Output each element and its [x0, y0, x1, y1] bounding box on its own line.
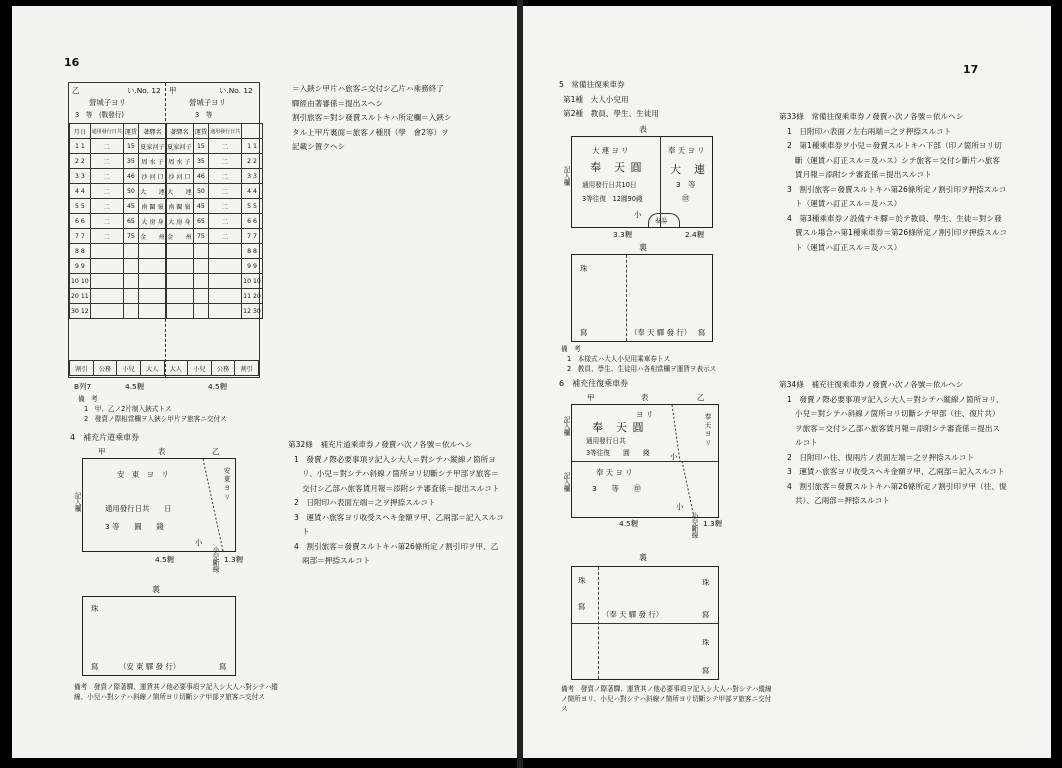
article-32-item: 1 發賣ノ際必要事項ヲ記入シ大人＝對シテハ縱線ノ箇所ヨリ、小兒＝對シテハ斜線ノ箇所ヨリ切斷シテ甲部ヲ旅客＝交付シ乙部ハ旅客賃月報＝添附シテ審査係＝提出スルコト — [294, 454, 500, 493]
t6-small1: 小 — [670, 452, 678, 461]
table-cell — [166, 244, 194, 259]
table-row — [70, 229, 167, 244]
table-cell: 7 7 — [242, 229, 263, 244]
ko-label: 甲 — [169, 86, 177, 95]
table-cell: 8 8 — [242, 244, 263, 259]
table-cell: 二 — [209, 139, 242, 154]
t4-side: 記入欄 — [73, 492, 81, 512]
table-cell — [90, 274, 123, 289]
t6-small2: 小 — [676, 502, 684, 511]
footer-cell: 小兒 — [117, 361, 141, 376]
table-row — [70, 214, 167, 229]
article-32-item: 2 日附印ハ表面左端＝之ヲ押捺スルコト — [294, 498, 436, 507]
dim-45-a: 4.5糎 — [125, 382, 145, 391]
table-cell: 金 州 — [139, 229, 167, 244]
table-cell: 3 3 — [70, 169, 91, 184]
table-cell — [123, 274, 138, 289]
table-cell: 大 連 — [166, 184, 194, 199]
table-row — [70, 139, 167, 154]
t5-valid: 通用發行日共10日 — [582, 181, 637, 189]
t6-ura: 裏 — [639, 553, 647, 562]
t5-class-right: 3 等 — [676, 180, 696, 189]
t5-back-l2: 寫 — [580, 328, 588, 337]
table-cell — [139, 289, 167, 304]
t4-small: 小 — [195, 538, 203, 547]
table-cell: 6 6 — [70, 214, 91, 229]
table-cell — [166, 274, 194, 289]
note6: 備考 發賣ノ際著驛、運賃其ノ他必要事項ヲ記入シ大人ハ對シテハ縱線ノ箇所ヨリ、小兒ハ對シテハ斜線ノ箇所ヨリ切斷シテ甲部ヲ旅客ニ交付ス — [561, 685, 772, 713]
table-cell — [209, 259, 242, 274]
table-cell: 11 20 — [242, 289, 263, 304]
t6-omote: 表 — [641, 393, 649, 402]
table-row — [166, 289, 263, 304]
t4-back-l1: 珠 — [91, 604, 99, 613]
col-date: 月日 — [70, 124, 91, 139]
col2-line: 割引旅客＝對シ發賣スルトキハ所定欄＝入鋏シ — [292, 113, 452, 122]
col-valid: 通用發行日共 — [90, 124, 123, 139]
footer-cell: 割引 — [70, 361, 94, 376]
table-row — [166, 169, 263, 184]
ko-from: 營城子ヨリ — [189, 98, 226, 107]
table-cell: 4 4 — [70, 184, 91, 199]
table-cell: 46 — [193, 169, 208, 184]
article-34-item: 3 運賃ハ旅客ヨリ收受スヘキ金額ヲ甲、乙兩部＝記入スルコト — [787, 467, 1005, 476]
table-cell — [166, 304, 194, 319]
t5-station-box — [648, 213, 680, 227]
t4-cut: 小兒斷線 — [211, 546, 219, 573]
table-cell: 1 1 — [70, 139, 91, 154]
dim-b7: B列7 — [74, 382, 92, 391]
t6-from2: 奉 天 ヨ リ — [596, 468, 633, 477]
table-cell: 35 — [123, 154, 138, 169]
table-cell: 46 — [123, 169, 138, 184]
dim-45-b: 4.5糎 — [208, 382, 228, 391]
table-cell — [209, 244, 242, 259]
table-cell: 8 8 — [70, 244, 91, 259]
note1 — [78, 394, 278, 424]
t4-from: 安 東 ヨ リ — [117, 470, 169, 479]
t6-back-issuer: （奉 天 驛 發 行） — [602, 610, 664, 619]
table-cell: 4 4 — [242, 184, 263, 199]
table-cell — [139, 244, 167, 259]
table-row — [70, 304, 167, 319]
right-page-number: 17 — [963, 63, 979, 76]
table-cell: 周 水 子 — [166, 154, 194, 169]
table-cell: 3 3 — [242, 169, 263, 184]
table-cell — [139, 274, 167, 289]
table-cell — [166, 289, 194, 304]
t4-back-l2: 寫 — [91, 662, 99, 671]
article-32-item: 3 運賃ハ旅客ヨリ收受スヘキ金額ヲ甲、乙兩部＝記入スルコト — [294, 512, 504, 536]
table-row — [166, 139, 263, 154]
ko-number: い.No. 12 — [219, 86, 253, 95]
table-cell: 6 6 — [242, 214, 263, 229]
note5 — [561, 344, 771, 374]
table-row — [70, 184, 167, 199]
table-cell: 50 — [123, 184, 138, 199]
table-cell — [193, 274, 208, 289]
ticket4-back — [82, 596, 236, 676]
left-page-number: 16 — [64, 56, 80, 69]
note1-item: 2 發賣ノ際相當欄ヲ入鋏シ甲片ヲ旅客ニ交付ス — [84, 415, 227, 423]
col2-line: 驛經由著審係＝提出スヘシ — [292, 98, 384, 108]
t6-valid: 通用發行日共 — [586, 437, 626, 445]
otsu-label: 乙 — [72, 86, 80, 95]
t5-mark: ㊞ — [682, 194, 690, 203]
table-row — [166, 154, 263, 169]
table-row — [70, 289, 167, 304]
t6-fare: 3等往復 圓 錢 — [586, 449, 650, 457]
table-cell: 35 — [193, 154, 208, 169]
t5-from-left: 大 連 ヨ リ — [592, 146, 629, 155]
table-cell — [193, 259, 208, 274]
table-cell: 二 — [90, 139, 123, 154]
article-32-title: 第32條 補充片道乘車券ノ發賣ハ次ノ各號＝依ルヘシ — [288, 440, 473, 449]
table-cell: 10 10 — [242, 274, 263, 289]
table-cell: 二 — [90, 229, 123, 244]
table-cell: 2 2 — [70, 154, 91, 169]
t5-dest-left: 奉 天 圓 — [590, 161, 643, 174]
table-row — [70, 259, 167, 274]
table-cell: 二 — [209, 229, 242, 244]
t6-dim1: 4.5糎 — [619, 519, 639, 528]
table-cell: 20 11 — [70, 289, 91, 304]
article-33 — [773, 110, 1007, 255]
t4-back-r: 寫 — [219, 662, 227, 671]
t6-back-l1: 珠 — [578, 576, 586, 585]
table-row — [166, 229, 263, 244]
footer-cell: 大人 — [140, 361, 164, 376]
ticket5-back — [571, 254, 713, 342]
kind2: 第2種 教員、學生、生徒用 — [563, 109, 659, 118]
t5-fare: 3等往復 12圓90錢 — [582, 195, 643, 203]
article-33-item: 1 日附印ハ表面ノ左右兩端＝之ヲ押捺スルコト — [787, 126, 952, 136]
note5-item: 2 教員、學生、生徒用ハ各相當欄ヲ運賃ヲ表示ス — [567, 365, 717, 373]
t6-back-r2: 寫 — [702, 610, 710, 619]
t4-ura: 裏 — [152, 585, 160, 594]
footer-cell: 公務 — [211, 361, 235, 376]
table-cell: 大 房 身 — [139, 214, 167, 229]
t6-back-l2: 寫 — [578, 602, 586, 611]
t6-back-r4: 寫 — [702, 666, 710, 675]
table-cell: 15 — [193, 139, 208, 154]
kind1: 第1種 大人小兒用 — [563, 94, 629, 104]
table-row — [70, 244, 167, 259]
t4-back-issuer: （安 東 驛 發 行） — [119, 662, 181, 671]
article-34-title: 第34條 補充往復乘車券ノ發賣ハ次ノ各號＝依ルヘシ — [779, 380, 964, 389]
table-cell: 75 — [123, 229, 138, 244]
table-cell — [209, 304, 242, 319]
table-cell: 75 — [193, 229, 208, 244]
t6-dim2: 1.3糎 — [703, 519, 723, 528]
t5-back-l1: 珠 — [580, 264, 588, 273]
table-cell: 65 — [193, 214, 208, 229]
table-cell — [90, 259, 123, 274]
table-cell: 9 9 — [70, 259, 91, 274]
col-date-ko — [242, 124, 263, 139]
t6-ko: 甲 — [587, 393, 595, 402]
article-33-title: 第33條 常備往復乘車券ノ發賣ハ次ノ各號＝依ルヘシ — [779, 112, 964, 121]
table-cell: 15 — [123, 139, 138, 154]
t4-dim1: 4.5糎 — [155, 555, 175, 564]
t4-otsu: 乙 — [212, 447, 220, 456]
t5-omote: 表 — [639, 125, 647, 134]
table-cell: 5 5 — [242, 199, 263, 214]
table-cell: 9 9 — [242, 259, 263, 274]
table-cell: 1 1 — [242, 139, 263, 154]
section4-title: 4 補充片道乘車券 — [70, 433, 140, 442]
t4-dim2: 1.3糎 — [224, 555, 244, 564]
table-cell: 二 — [90, 199, 123, 214]
table-cell — [209, 274, 242, 289]
table-cell: 二 — [209, 169, 242, 184]
table-cell — [139, 304, 167, 319]
t6-cut: 小兒斷線 — [690, 512, 698, 539]
table-cell: 10 10 — [70, 274, 91, 289]
ko-rows — [165, 123, 263, 319]
table-cell — [193, 304, 208, 319]
ticket6-back — [571, 566, 719, 680]
right-page — [523, 6, 1051, 758]
otsu-rows — [69, 123, 167, 319]
table-cell: 夏家河子 — [139, 139, 167, 154]
table-cell: 二 — [209, 199, 242, 214]
table-cell — [123, 259, 138, 274]
footer-cell: 公務 — [93, 361, 117, 376]
t5-dim2: 2.4糎 — [685, 230, 705, 239]
article-33-item: 3 割引旅客＝發賣スルトキハ第26條所定ノ割引印ヲ押捺スルコト（運賃ハ訂正スル＝及ハス） — [787, 184, 1007, 208]
table-cell: 65 — [123, 214, 138, 229]
table-row — [166, 304, 263, 319]
t6-back-r3: 珠 — [702, 638, 710, 647]
table-cell: 沙 河 口 — [166, 169, 194, 184]
col2-line: ＝入鋏シ甲片ハ旅客ニ交付シ乙片ハ乘務終了 — [292, 84, 444, 93]
table-cell — [123, 304, 138, 319]
ticket6-front — [571, 404, 719, 518]
left-page — [12, 6, 517, 758]
col2-line: タル上甲片裏面＝旅客ノ種別（學 會2等）ヲ — [292, 127, 449, 137]
col2-line: 記載シ置クヘシ — [292, 142, 346, 151]
t6-side2: 記入欄 — [562, 472, 570, 492]
section5-title: 5 常備往復乘車券 — [559, 80, 625, 89]
table-cell: 30 12 — [70, 304, 91, 319]
table-cell: 南 關 嶺 — [139, 199, 167, 214]
table-cell — [209, 289, 242, 304]
otsu-number: い.No. 12 — [127, 86, 161, 95]
t5-from-right: 奉 天 ヨ リ — [668, 146, 705, 155]
ticket5-front — [571, 136, 713, 228]
table-cell: 2 2 — [242, 154, 263, 169]
article-32-item: 4 割引旅客＝發賣スルトキハ第26條所定ノ割引印ヲ甲、乙兩部＝押捺スルコト — [294, 541, 499, 565]
table-cell: 大 連 — [139, 184, 167, 199]
table-cell: 大 房 身 — [166, 214, 194, 229]
table-row — [70, 199, 167, 214]
table-cell: 二 — [90, 154, 123, 169]
table-cell: 二 — [209, 184, 242, 199]
t5-dest-right: 大 連 — [670, 163, 706, 176]
col-station-ko: 著驛名 — [166, 124, 194, 139]
t6-right-dest: 奉 天 ヨ リ — [703, 413, 711, 446]
t6-back-r1: 珠 — [702, 578, 710, 587]
table-cell — [90, 244, 123, 259]
table-cell: 45 — [193, 199, 208, 214]
note5-title: 備 考 — [561, 345, 581, 353]
t4-class: 3 等 圓 錢 — [105, 522, 164, 531]
col2-top — [292, 82, 504, 155]
table-cell: 5 5 — [70, 199, 91, 214]
article-33-item: 4 第3種乘車券ノ設備ナキ驛＝於テ教員、學生、生徒＝對シ發賣スル場合ハ第1種乘車券＝第26條所定ノ割引印ヲ押捺スルコト（運賃ハ訂正スル＝及ハス） — [787, 213, 1007, 252]
t6-dest: 奉 天 圓 — [592, 421, 645, 434]
table-row — [70, 154, 167, 169]
t6-class2: 3 等 ㊞ — [592, 484, 642, 493]
t4-omote: 表 — [158, 447, 166, 456]
ko-class: 3 等 — [195, 111, 213, 119]
table-cell — [139, 259, 167, 274]
footer-cell: 割引 — [235, 361, 259, 376]
table-row — [166, 199, 263, 214]
t4-valid: 通用發行日共 日 — [105, 504, 172, 513]
table-row — [166, 259, 263, 274]
article-34 — [773, 378, 1007, 509]
note1-title: 備 考 — [78, 395, 98, 403]
table-cell — [193, 244, 208, 259]
t6-otsu: 乙 — [697, 393, 705, 402]
t5-ura: 裏 — [639, 243, 647, 252]
table-cell: 周 水 子 — [139, 154, 167, 169]
article-33-item: 2 第1種乘車券ヲ小兒＝發賣スルトキハ下部（印ノ箇所ヨリ切斷（運賃ハ訂正スル＝及ハス）シテ旅客＝交付シ斷片ハ旅客賃月報＝添附シテ審査係＝提出スルコト — [787, 141, 1002, 179]
note1-item: 1 甲、乙ノ2片制入鋏式トス — [84, 405, 172, 413]
table-cell: 二 — [90, 214, 123, 229]
t6-side1: 記入欄 — [562, 416, 570, 436]
table-row — [166, 214, 263, 229]
otsu-from: 營城子ヨリ — [89, 98, 126, 107]
t5-station: 奉湯 — [655, 218, 668, 225]
table-cell: 二 — [209, 214, 242, 229]
table-cell — [123, 289, 138, 304]
article-32 — [282, 438, 504, 569]
table-row — [70, 169, 167, 184]
table-cell: 45 — [123, 199, 138, 214]
t5-dim1: 3.3糎 — [613, 230, 633, 239]
table-row — [166, 184, 263, 199]
table-cell — [166, 259, 194, 274]
table-cell: 金 州 — [166, 229, 194, 244]
section5-head — [559, 78, 759, 122]
table-cell: 二 — [209, 154, 242, 169]
table-cell: 南 關 嶺 — [166, 199, 194, 214]
table-cell: 二 — [90, 169, 123, 184]
t5-small: 小 — [634, 210, 642, 219]
note5-item: 1 本様式ハ大人小兒用乘車券トス — [567, 355, 671, 363]
t5-back-issuer: （奉 天 驛 發 行） — [630, 328, 692, 337]
col-fare-ko: 運賃 — [193, 124, 208, 139]
article-34-item: 1 發賣ノ際必要事項ヲ記入シ大人＝對シテハ縱線ノ箇所ヨリ、小兒＝對シテハ斜線ノ箇所ヨリ切斷シテ甲部（往、復片共）ヲ旅客＝交付シ乙部ハ旅客賃月報＝添附シテ審査係＝提出スルコト — [787, 394, 1004, 447]
footer-cell: 大人 — [164, 361, 188, 376]
ticket-footer — [69, 360, 259, 376]
section6-title: 6 補充往復乘車券 — [559, 379, 629, 388]
table-cell — [90, 304, 123, 319]
t6-from: ヨ リ — [636, 410, 654, 419]
table-cell — [193, 289, 208, 304]
t4-right-from: 安 東 ヨ リ — [222, 467, 230, 500]
table-cell: 50 — [193, 184, 208, 199]
ticket4-front — [82, 458, 236, 552]
table-row — [70, 274, 167, 289]
table-cell — [90, 289, 123, 304]
col-station: 著驛名 — [139, 124, 167, 139]
table-cell: 夏家河子 — [166, 139, 194, 154]
t5-side: 記入欄 — [562, 166, 570, 186]
table-cell: 二 — [90, 184, 123, 199]
table-cell: 沙 河 口 — [139, 169, 167, 184]
footer-cell: 小兒 — [188, 361, 212, 376]
t4-ko: 甲 — [98, 447, 106, 456]
note4: 備考 發賣ノ際著驛、運賃其ノ他必要事項ヲ記入シ大人ハ對シテハ縱線、小兒ハ對シテハ斜線ノ箇所ヨリ切斷シテ甲部ヲ旅客ニ交付ス — [74, 683, 279, 701]
table-row — [166, 244, 263, 259]
col-valid-ko: 通用發行日共 — [209, 124, 242, 139]
article-34-item: 2 日附印ハ往、復兩片ノ表面左端＝之ヲ押捺スルコト — [787, 452, 975, 462]
otsu-class: 3 等 (戰發行) — [75, 111, 124, 119]
ticket-table — [68, 82, 260, 378]
col-fare: 運賃 — [123, 124, 138, 139]
table-row — [166, 274, 263, 289]
article-34-item: 4 割引旅客＝發賣スルトキハ第26條所定ノ割引印ヲ甲（往、復共）、乙兩部＝押捺スルコト — [787, 481, 1007, 505]
t5-back-r: 寫 — [698, 328, 706, 337]
table-cell: 12 30 — [242, 304, 263, 319]
table-cell — [123, 244, 138, 259]
table-cell: 7 7 — [70, 229, 91, 244]
